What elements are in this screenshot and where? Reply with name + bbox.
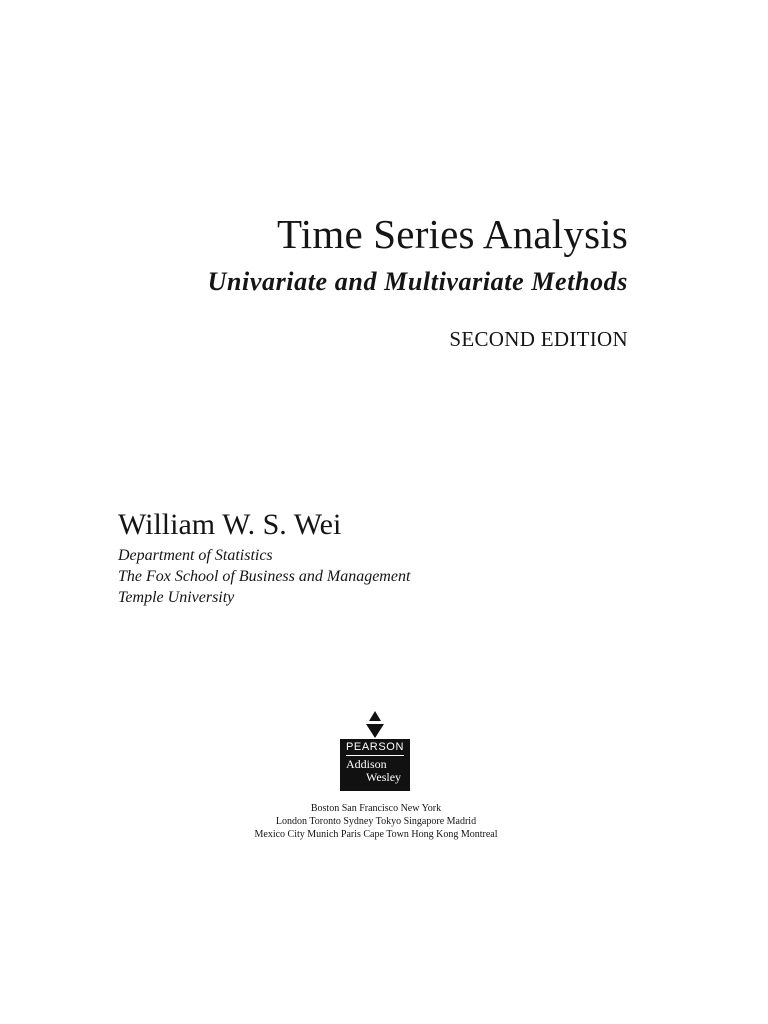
affiliation-department: Department of Statistics [118, 547, 273, 564]
book-subtitle: Univariate and Multivariate Methods [207, 267, 628, 296]
publisher-logo-addison: Addison [346, 757, 387, 771]
book-title: Time Series Analysis [276, 211, 628, 257]
city-line: London Toronto Sydney Tokyo Singapore Madrid [275, 816, 477, 827]
author-name: William W. S. Wei [118, 508, 342, 541]
publisher-logo [340, 711, 410, 791]
city-line: Mexico City Munich Paris Cape Town Hong Kong Montreal [254, 829, 498, 840]
publisher-logo-box [340, 739, 410, 791]
author-block [118, 505, 410, 608]
publisher-logo-wesley: Wesley [366, 770, 402, 784]
affiliation-university: Temple University [118, 589, 235, 606]
affiliation-school: The Fox School of Business and Management [118, 568, 411, 585]
publisher-cities [226, 802, 526, 841]
pearson-a-mark-icon [364, 711, 386, 739]
publisher-logo-pearson: PEARSON [346, 741, 404, 753]
publisher-logo-rule [346, 755, 404, 756]
city-line: Boston San Francisco New York [310, 803, 442, 814]
edition-label: SECOND EDITION [449, 327, 628, 351]
